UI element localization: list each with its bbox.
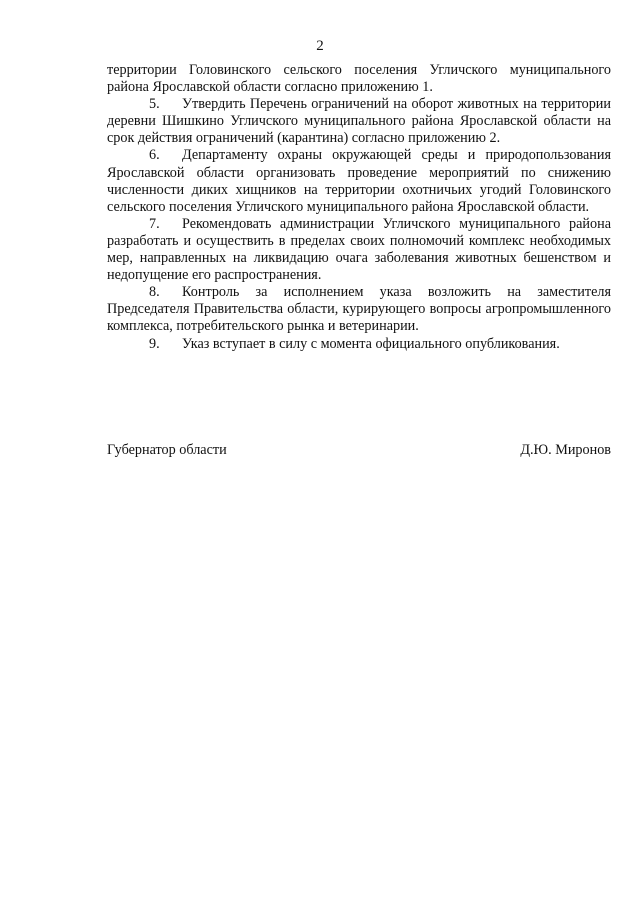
item-number: 6.	[149, 147, 160, 164]
item-number: 9.	[149, 335, 160, 352]
item-number: 5.	[149, 96, 160, 113]
item-text: Рекомендовать администрации Угличского муниципального района разработать и осуществить в пределах своих полномочий комплекс необходимых мер, направленных на ликвидацию очага заболевания животных бешенством и недопущение его распространения.	[107, 215, 611, 284]
item-text: Департаменту охраны окружающей среды и природопользования Ярославской области организовать проведение мероприятий по снижению численности диких хищников на территории охотничьих угодий Головинского сельского поселения Угличского муниципального района Ярославской области.	[107, 147, 611, 215]
item-6	[107, 147, 611, 215]
item-5	[107, 96, 611, 147]
item-text: Утвердить Перечень ограничений на оборот животных на территории деревни Шишкино Угличского муниципального района Ярославской области на срок действия ограничений (карантина) согласно приложению 2.	[107, 96, 611, 147]
item-number: 8.	[149, 284, 160, 301]
item-9	[107, 336, 611, 353]
continuation-paragraph: территории Головинского сельского поселения Угличского муниципального района Ярославской области согласно приложению 1.	[107, 62, 611, 96]
signature-block	[107, 442, 611, 459]
document-body	[107, 62, 611, 353]
item-number: 7.	[149, 215, 160, 232]
item-8	[107, 284, 611, 335]
signatory-name: Д.Ю. Миронов	[520, 442, 611, 458]
page-number: 2	[316, 38, 324, 54]
item-text: Указ вступает в силу с момента официального опубликования.	[182, 335, 560, 352]
item-7	[107, 216, 611, 284]
signatory-position: Губернатор области	[107, 442, 227, 458]
item-text: Контроль за исполнением указа возложить на заместителя Председателя Правительства области, курирующего вопросы агропромышленного комплекса, потребительского рынка и ветеринарии.	[107, 284, 611, 335]
